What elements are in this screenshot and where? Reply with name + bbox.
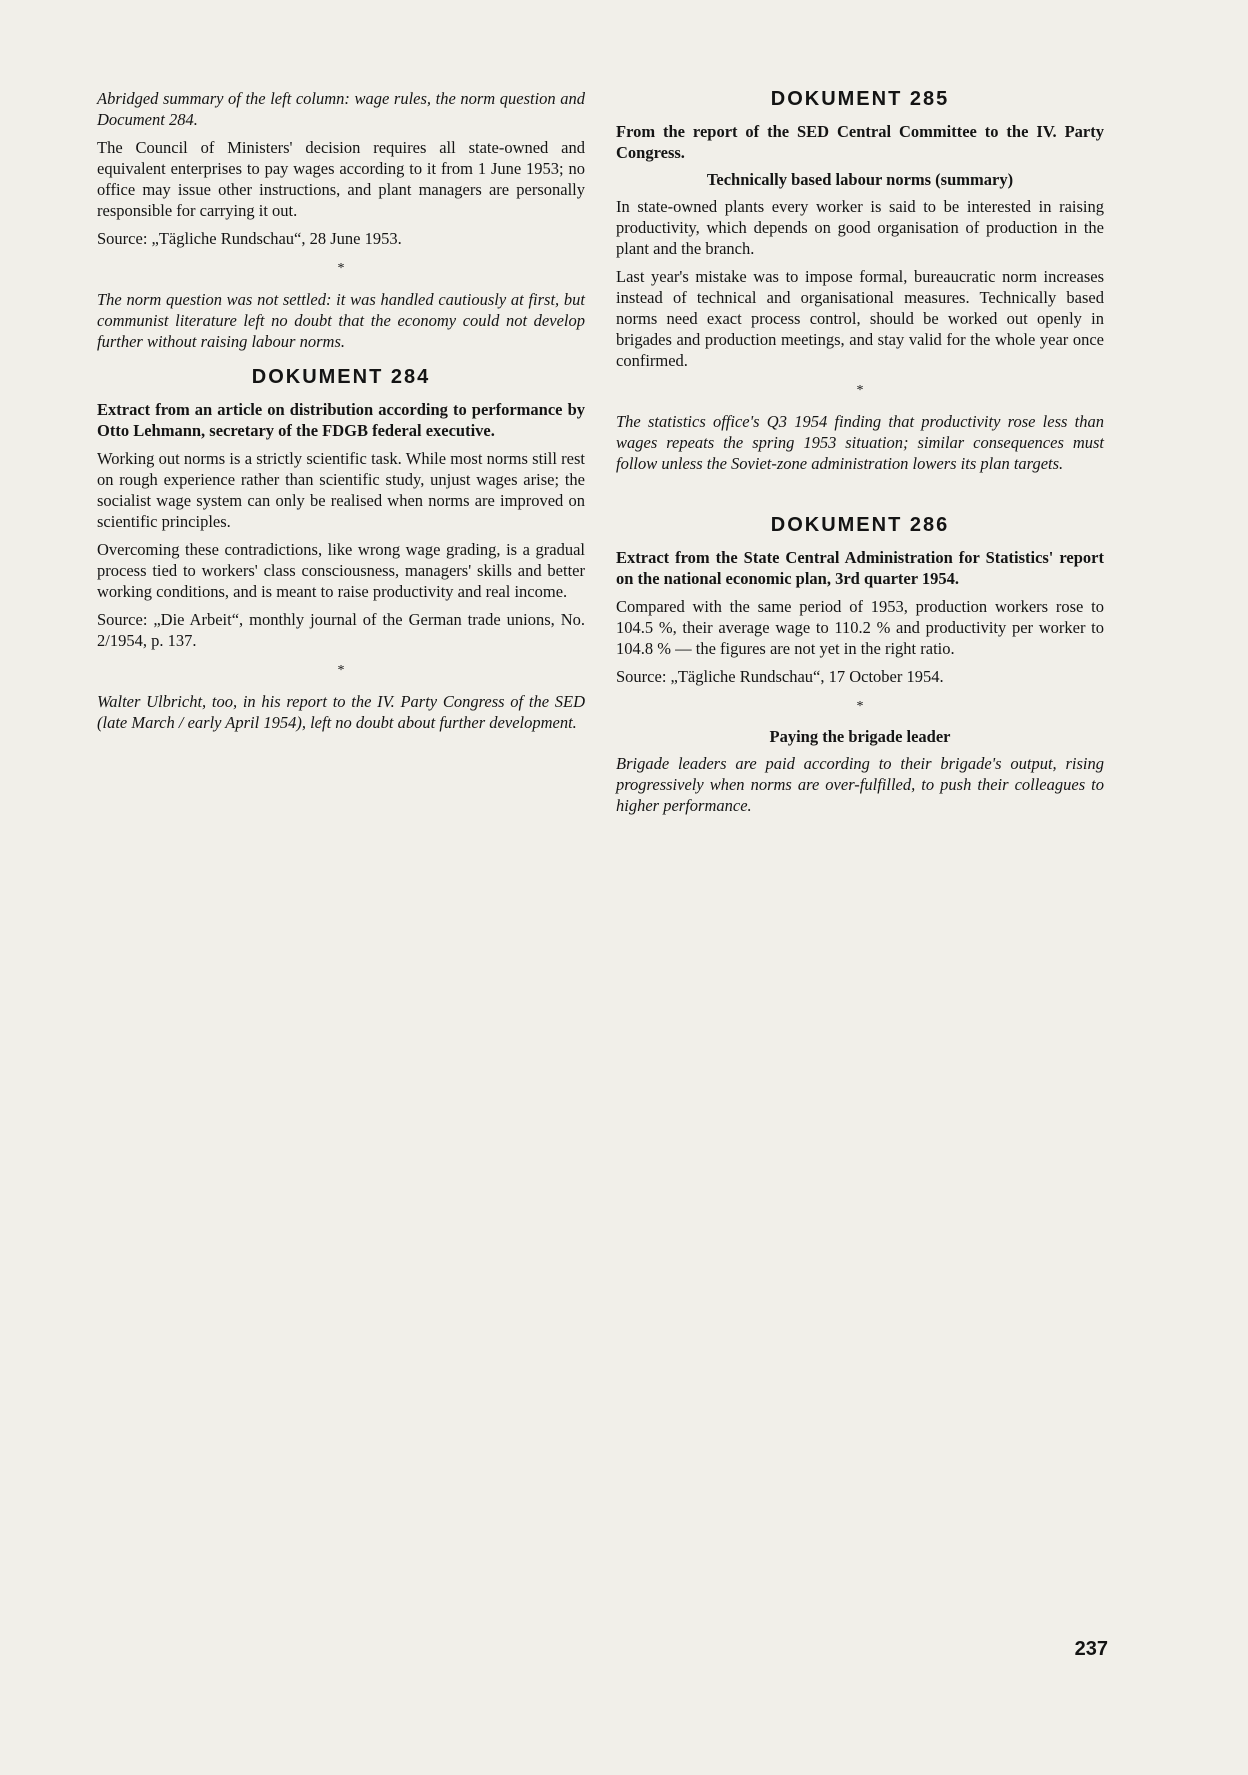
commentary-paragraph: The norm question was not settled: it was handled cautiously at first, but communist literature left no doubt that the economy could not develop further without raising labour norms. (97, 290, 585, 351)
document-body-paragraph: Last year's mistake was to impose formal, bureaucratic norm increases instead of technical and organisational measures. Technically based norms need exact process control, should be worked out openly in brigades and production meetings, and stay valid for the whole year once confirmed. (616, 267, 1104, 370)
source-note: Source: „Tägliche Rundschau“, 17 October 1954. (616, 667, 944, 686)
left-summary-note: Abridged summary of the left column: wage rules, the norm question and Document 284. (97, 89, 585, 129)
separator-asterisk: * (337, 261, 345, 276)
commentary-paragraph: Walter Ulbricht, too, in his report to the IV. Party Congress of the SED (late March / early April 1954), left no doubt about further development. (97, 692, 585, 732)
separator-asterisk: * (856, 699, 864, 714)
document-heading: DOKUMENT 285 (770, 88, 950, 110)
page-number: 237 (1074, 1638, 1108, 1660)
document-body-paragraph: Working out norms is a strictly scientific task. While most norms still rest on rough experience rather than scientific study, unjust wages arise; the socialist wage system can only be realised when norms are improved on scientific principles. (97, 449, 585, 531)
document-intro: From the report of the SED Central Committee to the IV. Party Congress. (616, 122, 1104, 162)
document-body-paragraph: In state-owned plants every worker is said to be interested in raising productivity, which depends on good organisation of production in the plant and the branch. (616, 197, 1104, 258)
document-heading: DOKUMENT 284 (251, 366, 431, 388)
commentary-paragraph: The statistics office's Q3 1954 finding that productivity rose less than wages repeats the spring 1953 situation; similar consequences must follow unless the Soviet-zone administration lowers its plan targets. (616, 412, 1104, 473)
section-subtitle: Technically based labour norms (summary) (706, 170, 1014, 189)
right-column (616, 88, 1104, 823)
document-intro: Extract from an article on distribution according to performance by Otto Lehmann, secretary of the FDGB federal executive. (97, 400, 585, 440)
source-note: Source: „Die Arbeit“, monthly journal of the German trade unions, No. 2/1954, p. 137. (97, 610, 585, 650)
source-note: Source: „Tägliche Rundschau“, 28 June 1953. (97, 229, 402, 248)
document-intro: Extract from the State Central Administration for Statistics' report on the national economic plan, 3rd quarter 1954. (616, 548, 1104, 588)
left-column (97, 88, 585, 740)
commentary-paragraph: Brigade leaders are paid according to their brigade's output, rising progressively when norms are over-fulfilled, to push their colleagues to higher performance. (616, 754, 1104, 815)
separator-asterisk: * (337, 663, 345, 678)
quoted-report: Compared with the same period of 1953, production workers rose to 104.5 %, their average wage to 110.2 % and productivity per worker to 104.8 % — the figures are not yet in the right ratio. (616, 597, 1104, 658)
section-subtitle: Paying the brigade leader (769, 727, 951, 746)
document-heading: DOKUMENT 286 (770, 514, 950, 536)
paragraph-council-decision: The Council of Ministers' decision requires all state-owned and equivalent enterprises to pay wages according to it from 1 June 1953; no office may issue other instructions, and plant managers are personally responsible for carrying it out. (97, 138, 585, 220)
document-body-paragraph: Overcoming these contradictions, like wrong wage grading, is a gradual process tied to workers' class consciousness, managers' skills and better working conditions, and is meant to raise productivity and real income. (97, 540, 585, 601)
separator-asterisk: * (856, 383, 864, 398)
